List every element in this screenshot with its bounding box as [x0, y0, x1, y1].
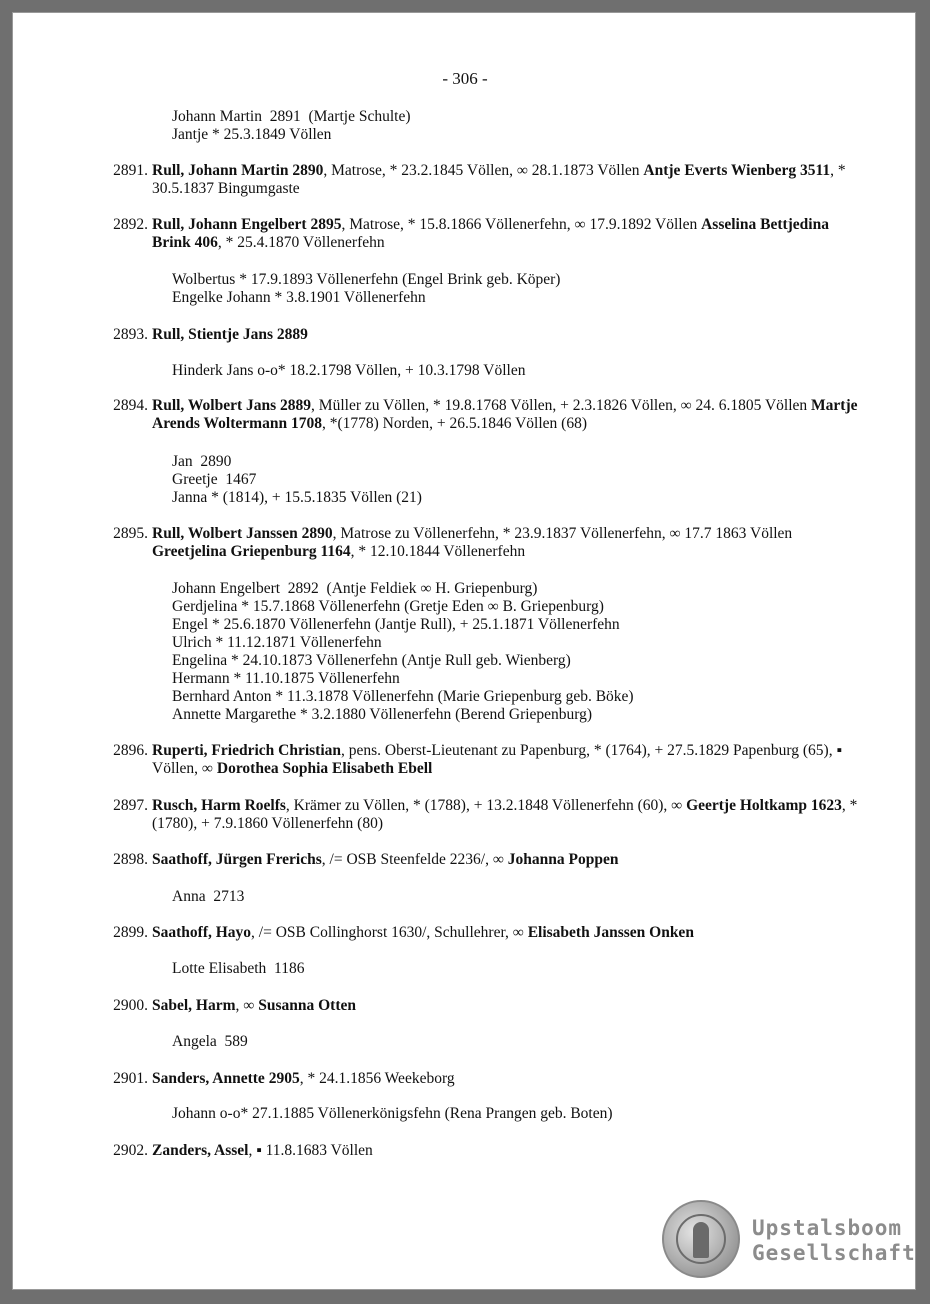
entry-spouse: Elisabeth Janssen Onken — [527, 924, 694, 941]
entry-number: 2893. — [113, 326, 148, 343]
entry — [60, 1070, 870, 1088]
entry-number: 2894. — [113, 397, 148, 414]
entry-head — [152, 1070, 870, 1088]
child-line: Engel * 25.6.1870 Völlenerfehn (Jantje Rull), + 25.1.1871 Völlenerfehn — [172, 616, 620, 633]
child-line: Johann Engelbert 2892 (Antje Feldiek ∞ H. Griepenburg) — [172, 580, 538, 597]
child-line: Janna * (1814), + 15.5.1835 Völlen (21) — [172, 489, 422, 506]
intro-line: Jantje * 25.3.1849 Völlen — [172, 126, 332, 143]
entry — [60, 216, 870, 252]
entry-head — [152, 924, 870, 942]
child-line: Jan 2890 — [172, 453, 232, 470]
child-line: Angela 589 — [172, 1033, 248, 1050]
brand-line-1: Upstalsboom — [752, 1216, 903, 1240]
entry-spouse: Geertje Holtkamp 1623 — [686, 797, 842, 814]
entry-text: , Krämer zu Völlen, * (1788), + 13.2.1848 Völlenerfehn (60), ∞ — [285, 797, 687, 814]
entry-number: 2900. — [113, 997, 148, 1014]
child-line: Ulrich * 11.12.1871 Völlenerfehn — [172, 634, 382, 651]
entry-text: , Matrose zu Völlenerfehn, * 23.9.1837 Völlenerfehn, ∞ 17.7 1863 Völlen — [332, 525, 793, 542]
child-line: Annette Margarethe * 3.2.1880 Völlenerfehn (Berend Griepenburg) — [172, 706, 593, 723]
entry-name: Rull, Johann Engelbert 2895 — [152, 216, 342, 233]
intro-line: Johann Martin 2891 (Martje Schulte) — [172, 108, 411, 125]
entry-text: , *(1778) Norden, + 26.5.1846 Völlen (68) — [321, 415, 587, 432]
entry-number: 2898. — [113, 851, 148, 868]
entry-name: Sanders, Annette 2905 — [152, 1070, 300, 1087]
entry-name: Rull, Wolbert Jans 2889 — [152, 397, 312, 414]
entry-head — [152, 1142, 870, 1160]
child-line: Wolbertus * 17.9.1893 Völlenerfehn (Engel Brink geb. Köper) — [172, 271, 561, 288]
entry-spouse: Susanna Otten — [258, 997, 356, 1014]
entry — [60, 397, 870, 433]
entry-head — [152, 742, 870, 778]
entry-name: Saathoff, Hayo — [152, 924, 252, 941]
entry-number: 2891. — [113, 162, 148, 179]
entry-number: 2892. — [113, 216, 148, 233]
entry-spouse: Johanna Poppen — [507, 851, 619, 868]
entry-text: , ∞ — [235, 997, 259, 1014]
entry-name: Zanders, Assel — [152, 1142, 249, 1159]
entry-spouse: Martje Arends Woltermann 1708 — [152, 397, 858, 432]
entry-head — [152, 326, 870, 344]
entry-spouse: Antje Everts Wienberg 3511 — [643, 162, 831, 179]
entry — [60, 742, 870, 778]
entry — [60, 797, 870, 833]
entry-text: , /= OSB Collinghorst 1630/, Schullehrer, ∞ — [251, 924, 528, 941]
entry — [60, 997, 870, 1015]
entry-number: 2902. — [113, 1142, 148, 1159]
entry-number: 2901. — [113, 1070, 148, 1087]
entry-text: , /= OSB Steenfelde 2236/, ∞ — [321, 851, 508, 868]
entry-head — [152, 997, 870, 1015]
child-line: Bernhard Anton * 11.3.1878 Völlenerfehn (Marie Griepenburg geb. Böke) — [172, 688, 634, 705]
entry-number: 2897. — [113, 797, 148, 814]
entry-spouse: Dorothea Sophia Elisabeth Ebell — [216, 760, 433, 777]
entry — [60, 924, 870, 942]
entry-name: Rull, Wolbert Janssen 2890 — [152, 525, 333, 542]
entry-text: , pens. Oberst-Lieutenant zu Papenburg, * (1764), + 27.5.1829 Papenburg (65), ▪ Völlen, ∞ — [152, 742, 842, 777]
entry — [60, 326, 870, 344]
page-frame — [12, 12, 916, 1290]
entry-text: , * (1780), + 7.9.1860 Völlenerfehn (80) — [152, 797, 858, 832]
child-line: Engelke Johann * 3.8.1901 Völlenerfehn — [172, 289, 426, 306]
seal-tree-icon — [693, 1222, 709, 1258]
entry-number: 2895. — [113, 525, 148, 542]
child-line: Greetje 1467 — [172, 471, 257, 488]
child-line: Gerdjelina * 15.7.1868 Völlenerfehn (Gretje Eden ∞ B. Griepenburg) — [172, 598, 604, 615]
page-number: - 306 - — [442, 69, 488, 88]
entry-text: , Matrose, * 23.2.1845 Völlen, ∞ 28.1.1873 Völlen — [323, 162, 644, 179]
brand-line-2: Gesellschaft — [752, 1241, 916, 1265]
entry-number: 2899. — [113, 924, 148, 941]
entry-name: Rull, Stientje Jans 2889 — [152, 326, 308, 343]
entry-head — [152, 216, 870, 252]
entry-text: , ▪ 11.8.1683 Völlen — [248, 1142, 373, 1159]
seal-logo-icon — [662, 1200, 740, 1278]
child-line: Johann o-o* 27.1.1885 Völlenerkönigsfehn (Rena Prangen geb. Boten) — [172, 1105, 613, 1122]
entry-number: 2896. — [113, 742, 148, 759]
entry-head — [152, 851, 870, 869]
entry-name: Rusch, Harm Roelfs — [152, 797, 286, 814]
entry — [60, 162, 870, 198]
child-line: Lotte Elisabeth 1186 — [172, 960, 305, 977]
child-line: Anna 2713 — [172, 888, 245, 905]
entry-head — [152, 797, 870, 833]
entry-text: , Müller zu Völlen, * 19.8.1768 Völlen, + 2.3.1826 Völlen, ∞ 24. 6.1805 Völlen — [311, 397, 812, 414]
entry — [60, 1142, 870, 1160]
entry — [60, 525, 870, 561]
entry-name: Saathoff, Jürgen Frerichs — [152, 851, 322, 868]
entry-head — [152, 397, 870, 433]
child-line: Engelina * 24.10.1873 Völlenerfehn (Antje Rull geb. Wienberg) — [172, 652, 571, 669]
entry-name: Ruperti, Friedrich Christian — [152, 742, 341, 759]
entry-name: Rull, Johann Martin 2890 — [152, 162, 324, 179]
entry-text: , * 25.4.1870 Völlenerfehn — [217, 234, 385, 251]
entry-name: Sabel, Harm — [152, 997, 236, 1014]
entry-head — [152, 525, 870, 561]
entry-text: , Matrose, * 15.8.1866 Völlenerfehn, ∞ 17.9.1892 Völlen — [341, 216, 702, 233]
entry-spouse: Greetjelina Griepenburg 1164 — [152, 543, 351, 560]
entry-head — [152, 162, 870, 198]
entry — [60, 851, 870, 869]
child-line: Hinderk Jans o-o* 18.2.1798 Völlen, + 10.3.1798 Völlen — [172, 362, 526, 379]
entry-text: , * 30.5.1837 Bingumgaste — [152, 162, 846, 197]
entry-spouse: Asselina Bettjedina Brink 406 — [152, 216, 829, 251]
child-line: Hermann * 11.10.1875 Völlenerfehn — [172, 670, 400, 687]
entry-text: , * 12.10.1844 Völlenerfehn — [350, 543, 526, 560]
entry-text: , * 24.1.1856 Weekeborg — [299, 1070, 455, 1087]
